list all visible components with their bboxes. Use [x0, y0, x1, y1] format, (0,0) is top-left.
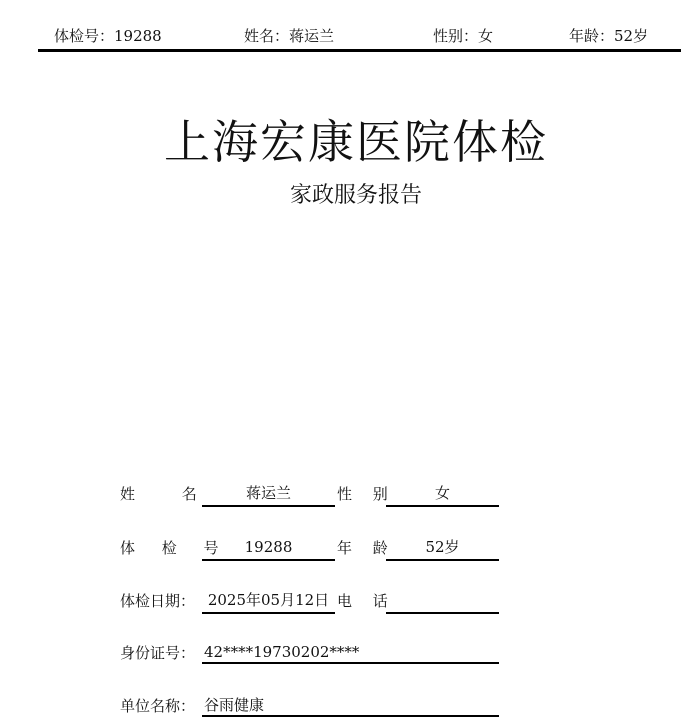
exam-date-field: 2025年05月12日 — [202, 588, 335, 614]
phone-field — [386, 588, 499, 614]
exam-number-field: 19288 — [202, 535, 335, 561]
age-field: 52岁 — [386, 535, 499, 561]
header-patient-name: 姓名：蒋运兰 — [244, 27, 335, 45]
company-field: 谷雨健康 — [202, 693, 499, 717]
exam-date-label: 体检日期： — [120, 592, 196, 610]
gender-label: 性 别 — [337, 485, 396, 503]
company-label: 单位名称： — [120, 697, 196, 715]
age-label: 年 龄 — [337, 539, 396, 557]
header-gender: 性别：女 — [433, 27, 494, 45]
report-subtitle: 家政服务报告 — [289, 183, 422, 208]
id-card-label: 身份证号： — [120, 644, 196, 662]
gender-field: 女 — [386, 481, 499, 507]
header-divider — [38, 49, 681, 52]
exam-number-label: 体 检 号 — [120, 539, 230, 557]
id-card-field: 42****19730202**** — [202, 640, 499, 664]
name-label: 姓 名 — [120, 485, 218, 503]
header-age: 年龄：52岁 — [569, 27, 649, 45]
header-exam-number: 体检号：19288 — [54, 27, 162, 45]
phone-label: 电 话 — [337, 592, 396, 610]
report-title: 上海宏康医院体检 — [164, 115, 548, 169]
name-field: 蒋运兰 — [202, 481, 335, 507]
